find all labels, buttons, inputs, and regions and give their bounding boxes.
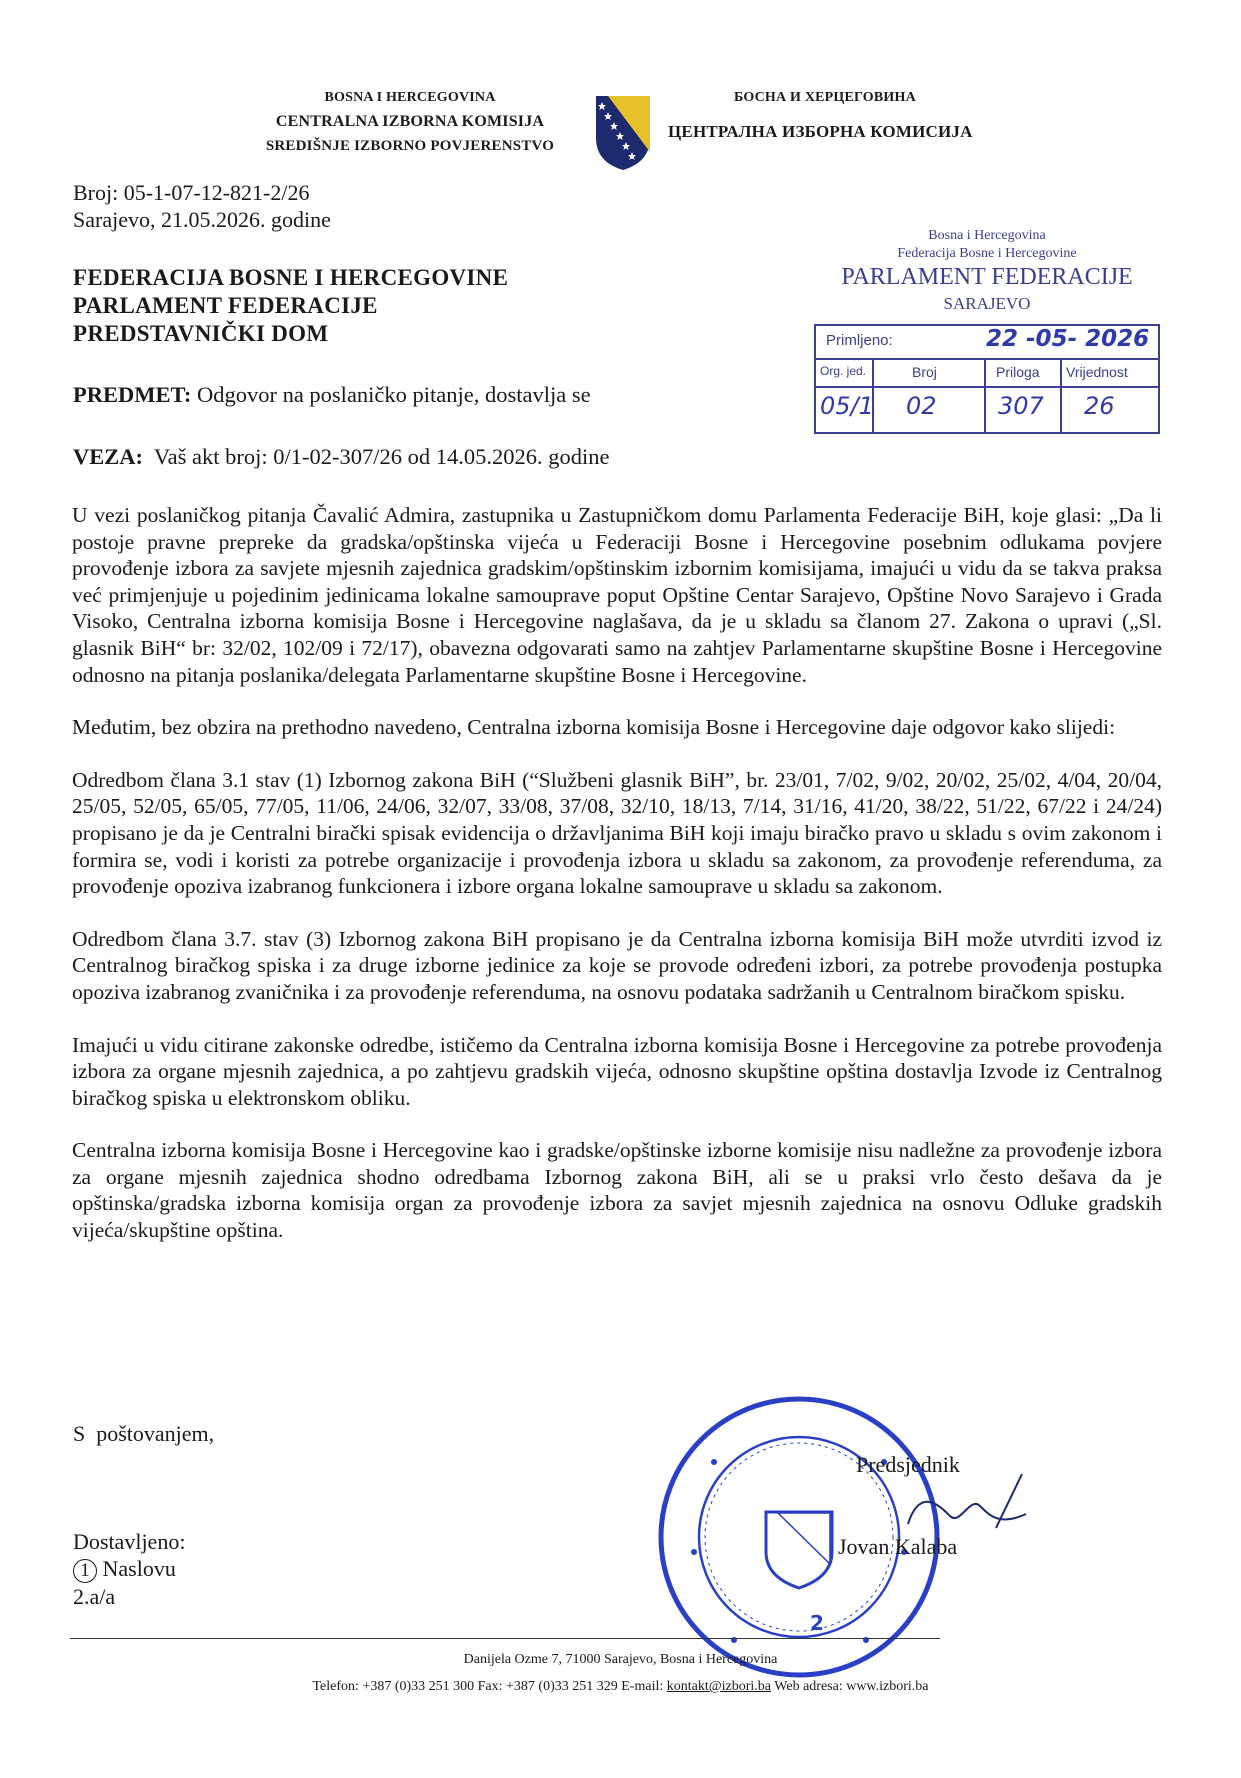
received-stamp: [812, 228, 1162, 438]
stamp-line2: Federacija Bosne i Hercegovine: [897, 246, 1077, 261]
seal-number: 2: [810, 1611, 824, 1635]
footer-web: Web adresa: www.izbori.ba: [771, 1679, 929, 1694]
signature-icon: [900, 1466, 1030, 1536]
delivered-item-1-number: 1: [73, 1559, 97, 1583]
header-left: [220, 86, 600, 158]
paragraph-3: Odredbom člana 3.1 stav (1) Izbornog zakona BiH (“Službeni glasnik BiH”, br. 23/01, 7/02, 9/02, 20/02, 25/02, 4/04, 20/04, 25/05, 52/05, 65/05, 77/05, 11/06, 24/06, 32/07, 33/08, 37/08, 32/10, 18/13, 7/14, 31/16, 41/20, 38/22, 51/22, 67/22 i 24/24) propisano je da je Centralni birački spisak evidencija o državljanima BiH koji imaju biračko pravo u skladu s ovim zakonom i formira se, vodi i koristi za potrebe organizacije i provođenja izbora u skladu sa zakonom, za provođenje referenduma, za provođenje opoziva izabranog funkcionera i izbore organa lokalne samouprave u skladu sa zakonom.: [72, 767, 1162, 899]
letter-body: [72, 502, 1162, 1244]
stamp-table: [814, 324, 1160, 434]
stamp-hw-broj: 02: [906, 392, 937, 420]
delivered-label: Dostavljeno:: [73, 1529, 186, 1554]
addressee: [73, 264, 508, 348]
header-left-line2: CENTRALNA IZBORNA KOMISIJA: [275, 113, 545, 130]
subject-text: Odgovor na poslaničko pitanje, dostavlja se: [191, 382, 591, 407]
document-meta: [73, 179, 331, 233]
delivered-item-2: 2.a/a: [73, 1584, 116, 1609]
stamp-received-label: Primljeno:: [826, 332, 893, 349]
stamp-line1: Bosna i Hercegovina: [928, 228, 1046, 243]
paragraph-6: Centralna izborna komisija Bosne i Hercegovine kao i gradske/opštinske izborne komisije nisu nadležne za provođenje izbora za organe mjesnih zajednica shodno odredbama Izbornog zakona BiH, ali se u praksi vrlo često dešava da je opštinska/gradska izborna komisija organ za provođenje izbora za savjet mjesnih zajednica na osnovu Odluke gradskih vijeća/skupštine opština.: [72, 1138, 1162, 1243]
stamp-city: SARAJEVO: [943, 294, 1031, 313]
stamp-col-priloga: Priloga: [996, 364, 1040, 380]
header-left-line3: SREDIŠNJE IZBORNO POVJERENSTVO: [265, 138, 555, 154]
paragraph-5: Imajući u vidu citirane zakonske odredbe, ističemo da Centralna izborna komisija Bosne i Hercegovine za potrebe provođenja izbora za organe mjesnih zajednica, a po zahtjevu gradskih vijeća, odnosno skupštine opština dostavlja Izvode iz Centralnog biračkog spiska u elektronskom obliku.: [72, 1032, 1162, 1110]
footer-address: Danijela Ozme 7, 71000 Sarajevo, Bosna i Hercegovina: [463, 1652, 778, 1667]
stamp-col-broj: Broj: [912, 364, 937, 380]
subject-line: [73, 381, 591, 408]
footer-phone-fax: Telefon: +387 (0)33 251 300 Fax: +387 (0)33 251 329 E-mail:: [312, 1679, 667, 1694]
stamp-col-vrijednost: Vrijednost: [1066, 364, 1128, 380]
reference-label: VEZA:: [73, 444, 144, 469]
document-date: Sarajevo, 21.05.2026. godine: [73, 207, 331, 232]
paragraph-4: Odredbom člana 3.7. stav (3) Izbornog zakona BiH propisano je da Centralna izborna komisija BiH može utvrditi izvod iz Centralnog biračkog spiska i za druge izborne jedinice za koje se provode određeni izbori, za potrebe provođenja postupka opoziva izabranog zvaničnika i za provođenje referenduma, na osnovu podataka sadržanih u Centralnom biračkom spisku.: [72, 926, 1162, 1004]
delivered-item-1: [73, 1555, 185, 1583]
addressee-line2: PARLAMENT FEDERACIJE: [73, 293, 378, 318]
header-right-line1: БОСНА И ХЕРЦЕГОВИНА: [734, 90, 916, 105]
footer-divider: [70, 1638, 940, 1639]
stamp-title: PARLAMENT FEDERACIJE: [841, 264, 1133, 290]
coat-of-arms-icon: [594, 92, 652, 172]
addressee-line1: FEDERACIJA BOSNE I HERCEGOVINE: [73, 265, 509, 290]
reference-line: [73, 443, 609, 470]
subject-label: PREDMET:: [73, 382, 192, 407]
reference-number: Broj: 05-1-07-12-821-2/26: [73, 180, 310, 205]
signatory-role: Predsjednik: [856, 1452, 960, 1477]
stamp-received-date: 22 -05- 2026: [986, 326, 1150, 352]
signatory-name: Jovan Kalaba: [838, 1534, 958, 1559]
header-right: [668, 86, 1008, 144]
stamp-hw-vrijednost: 26: [1084, 392, 1115, 420]
paragraph-1: U vezi poslaničkog pitanja Čavalić Admira, zastupnika u Zastupničkom domu Parlamenta Federacije BiH, koje glasi: „Da li postoje pravne prepreke da gradska/opštinska vijeća u Federaciji Bosne i Hercegovine posebnim odlukama povjere provođenje izbora za savjete mjesnih zajednica gradskim/opštinskim izbornim komisijama, imajući u vidu da se takva praksa već primjenjuje u pojedinim jedinicama lokalne samouprave poput Opštine Centar Sarajevo, Opštine Novo Sarajevo i Grada Visoko, Centralna izborna komisija Bosne i Hercegovine naglašava, da je u skladu sa članom 27. Zakona o upravi („Sl. glasnik BiH“ br: 32/02, 102/09 i 72/17), obavezna odgovarati samo na zahtjev Parlamentarne skupštine Bosne i Hercegovine odnosno na pitanja poslanika/delegata Parlamentarne skupštine Bosne i Hercegovine.: [72, 503, 1162, 687]
paragraph-2: Međutim, bez obzira na prethodno navedeno, Centralna izborna komisija Bosne i Hercegovine daje odgovor kako slijedi:: [72, 715, 1116, 740]
closing-regards: S poštovanjem,: [73, 1421, 215, 1446]
footer-email: kontakt@izbori.ba: [666, 1679, 772, 1694]
stamp-hw-priloga: 307: [998, 392, 1044, 420]
delivered-item-1-text: Naslovu: [102, 1556, 176, 1581]
header-right-line2: ЦЕНТРАЛНА ИЗБОРНА КОМИСИЈА: [668, 122, 973, 141]
stamp-hw-org: 05/1: [820, 392, 874, 420]
footer-contact: [0, 1677, 1241, 1697]
reference-text: Vaš akt broj: 0/1-02-307/26 od 14.05.2026. godine: [143, 444, 610, 469]
delivered-block: [73, 1528, 185, 1610]
addressee-line3: PREDSTAVNIČKI DOM: [73, 321, 329, 346]
stamp-col-org: Org. jed.: [820, 364, 867, 378]
header-left-line1: BOSNA I HERCEGOVINA: [324, 90, 496, 105]
